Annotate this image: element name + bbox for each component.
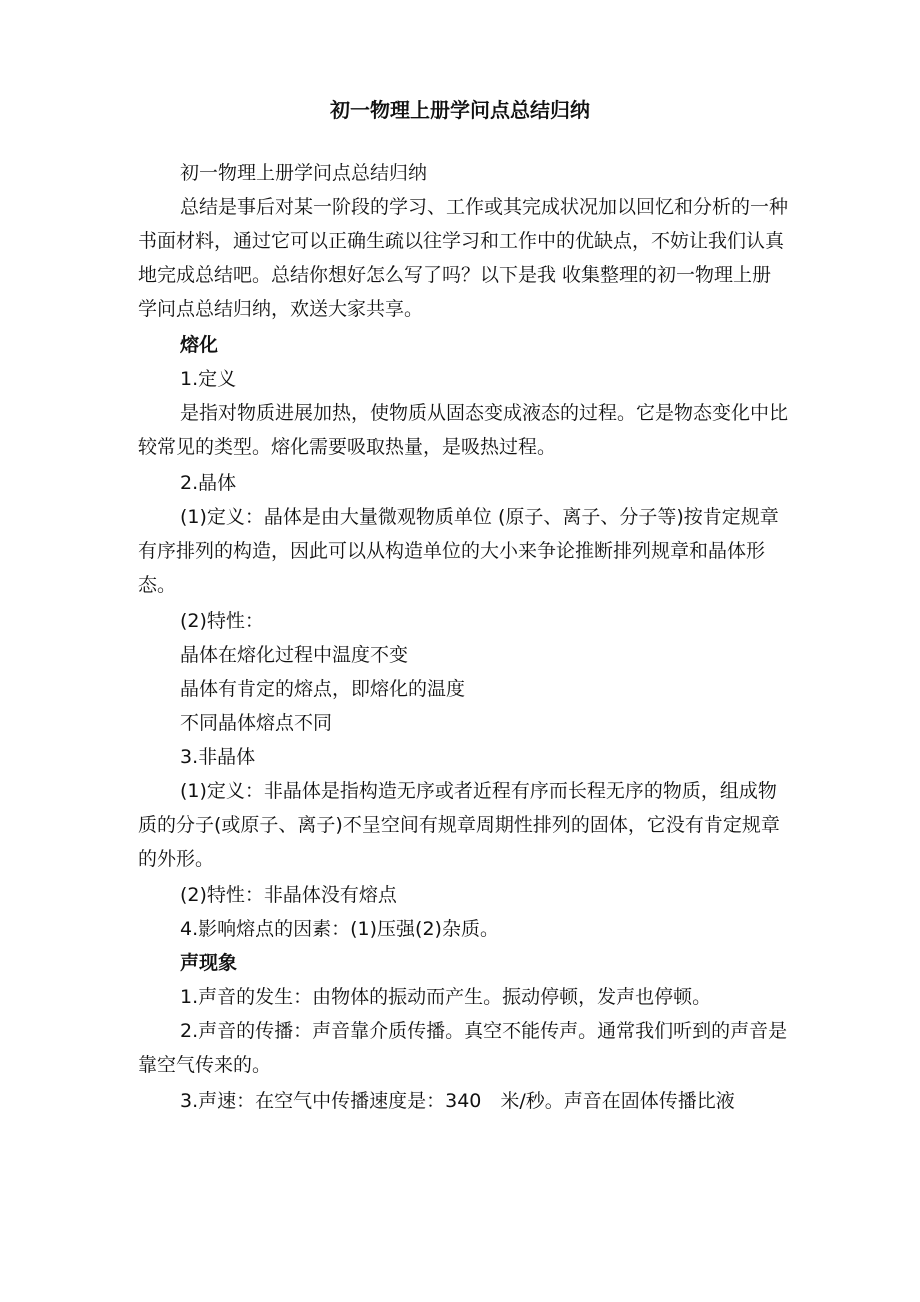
melting-item: 晶体有肯定的熔点，即熔化的温度 <box>180 678 466 700</box>
document-title: 初一物理上册学问点总结归纳 <box>330 98 590 122</box>
intro-paragraph: 总结是事后对某一阶段的学习、工作或其完成状况加以回忆和分析的一种书面材料，通过它可以正确生疏以往学习和工作中的优缺点，不妨让我们认真地完成总结吧。总结你想好怎么写了吗？以下是我 收集整理的初一物理上册学问点总结归纳，欢送大家共享。 <box>138 196 789 320</box>
melting-item: 4.影响熔点的因素：(1)压强(2)杂质。 <box>180 918 499 940</box>
melting-item: (1)定义：晶体是由大量微观物质单位 (原子、离子、分子等)按肯定规章有序排列的构造，因此可以从构造单位的大小来争论推断排列规章和晶体形态。 <box>138 506 779 596</box>
document-body <box>138 156 788 1118</box>
melting-item: 2.晶体 <box>180 472 237 494</box>
melting-item: 是指对物质进展加热，使物质从固态变成液态的过程。它是物态变化中比较常见的类型。熔化需要吸取热量，是吸热过程。 <box>138 402 789 458</box>
sound-item: 2.声音的传播：声音靠介质传播。真空不能传声。通常我们听到的声音是靠空气传来的。 <box>138 1020 788 1076</box>
sound-item: 3.声速：在空气中传播速度是：340 米/秒。声音在固体传播比液 <box>180 1090 735 1112</box>
melting-item: 3.非晶体 <box>180 746 256 768</box>
melting-item: 晶体在熔化过程中温度不变 <box>180 644 409 666</box>
melting-item: (1)定义：非晶体是指构造无序或者近程有序而长程无序的物质，组成物质的分子(或原子、离子)不呈空间有规章周期性排列的固体，它没有肯定规章的外形。 <box>138 780 780 870</box>
melting-item: (2)特性：非晶体没有熔点 <box>180 884 397 906</box>
melting-item: 不同晶体熔点不同 <box>180 712 333 734</box>
sound-item: 1.声音的发生：由物体的振动而产生。振动停顿，发声也停顿。 <box>180 986 712 1008</box>
melting-item: 1.定义 <box>180 368 237 390</box>
section-heading-melting: 熔化 <box>180 334 219 356</box>
section-heading-sound: 声现象 <box>180 952 238 974</box>
subtitle-paragraph: 初一物理上册学问点总结归纳 <box>180 162 428 184</box>
melting-item: (2)特性： <box>180 610 264 632</box>
